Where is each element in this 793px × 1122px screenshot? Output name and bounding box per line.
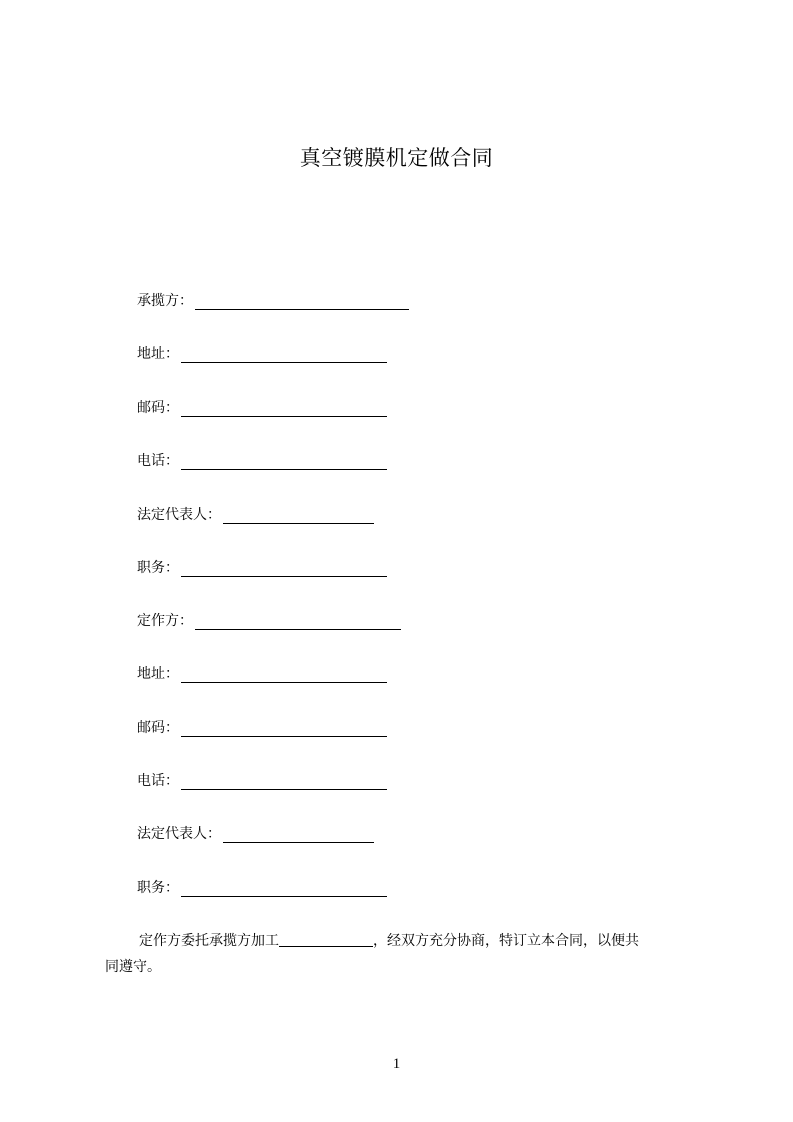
- intro-text-line2: 同遵守。: [105, 959, 161, 975]
- contractor-name-blank[interactable]: [195, 294, 409, 310]
- contractor-name-field: [137, 292, 409, 310]
- client-address-blank[interactable]: [181, 667, 387, 683]
- field-label: 邮码：: [137, 720, 179, 736]
- contractor-position-blank[interactable]: [181, 561, 387, 577]
- client-position-field: [137, 879, 387, 897]
- client-address-field: [137, 665, 387, 683]
- client-phone-field: [137, 772, 387, 790]
- field-label: 地址：: [137, 666, 179, 682]
- field-label: 电话：: [137, 773, 179, 789]
- client-legal-rep-field: [137, 825, 374, 843]
- contractor-legal-rep-blank[interactable]: [223, 508, 374, 524]
- client-postcode-field: [137, 719, 387, 737]
- field-label: 定作方：: [137, 613, 193, 629]
- client-name-blank[interactable]: [195, 614, 401, 630]
- field-label: 承揽方：: [137, 293, 193, 309]
- contractor-phone-blank[interactable]: [181, 454, 387, 470]
- contractor-postcode-blank[interactable]: [181, 401, 387, 417]
- processing-item-blank[interactable]: [279, 931, 373, 947]
- intro-paragraph: [105, 928, 705, 980]
- contractor-position-field: [137, 559, 387, 577]
- intro-text-after: ，经双方充分协商，特订立本合同，以便共: [373, 933, 639, 949]
- client-postcode-blank[interactable]: [181, 721, 387, 737]
- field-label: 地址：: [137, 346, 179, 362]
- client-name-field: [137, 612, 401, 630]
- contractor-address-field: [137, 345, 387, 363]
- contractor-legal-rep-field: [137, 506, 374, 524]
- intro-text-before: 定作方委托承揽方加工: [139, 933, 279, 949]
- client-legal-rep-blank[interactable]: [223, 827, 374, 843]
- field-label: 职务：: [137, 560, 179, 576]
- contractor-address-blank[interactable]: [181, 347, 387, 363]
- field-label: 电话：: [137, 453, 179, 469]
- client-phone-blank[interactable]: [181, 774, 387, 790]
- field-label: 法定代表人：: [137, 826, 221, 842]
- page-number: 1: [392, 1056, 401, 1072]
- field-label: 职务：: [137, 880, 179, 896]
- field-label: 法定代表人：: [137, 507, 221, 523]
- contractor-phone-field: [137, 452, 387, 470]
- client-position-blank[interactable]: [181, 881, 387, 897]
- contractor-postcode-field: [137, 399, 387, 417]
- field-label: 邮码：: [137, 400, 179, 416]
- document-title: 真空镀膜机定做合同: [299, 146, 494, 170]
